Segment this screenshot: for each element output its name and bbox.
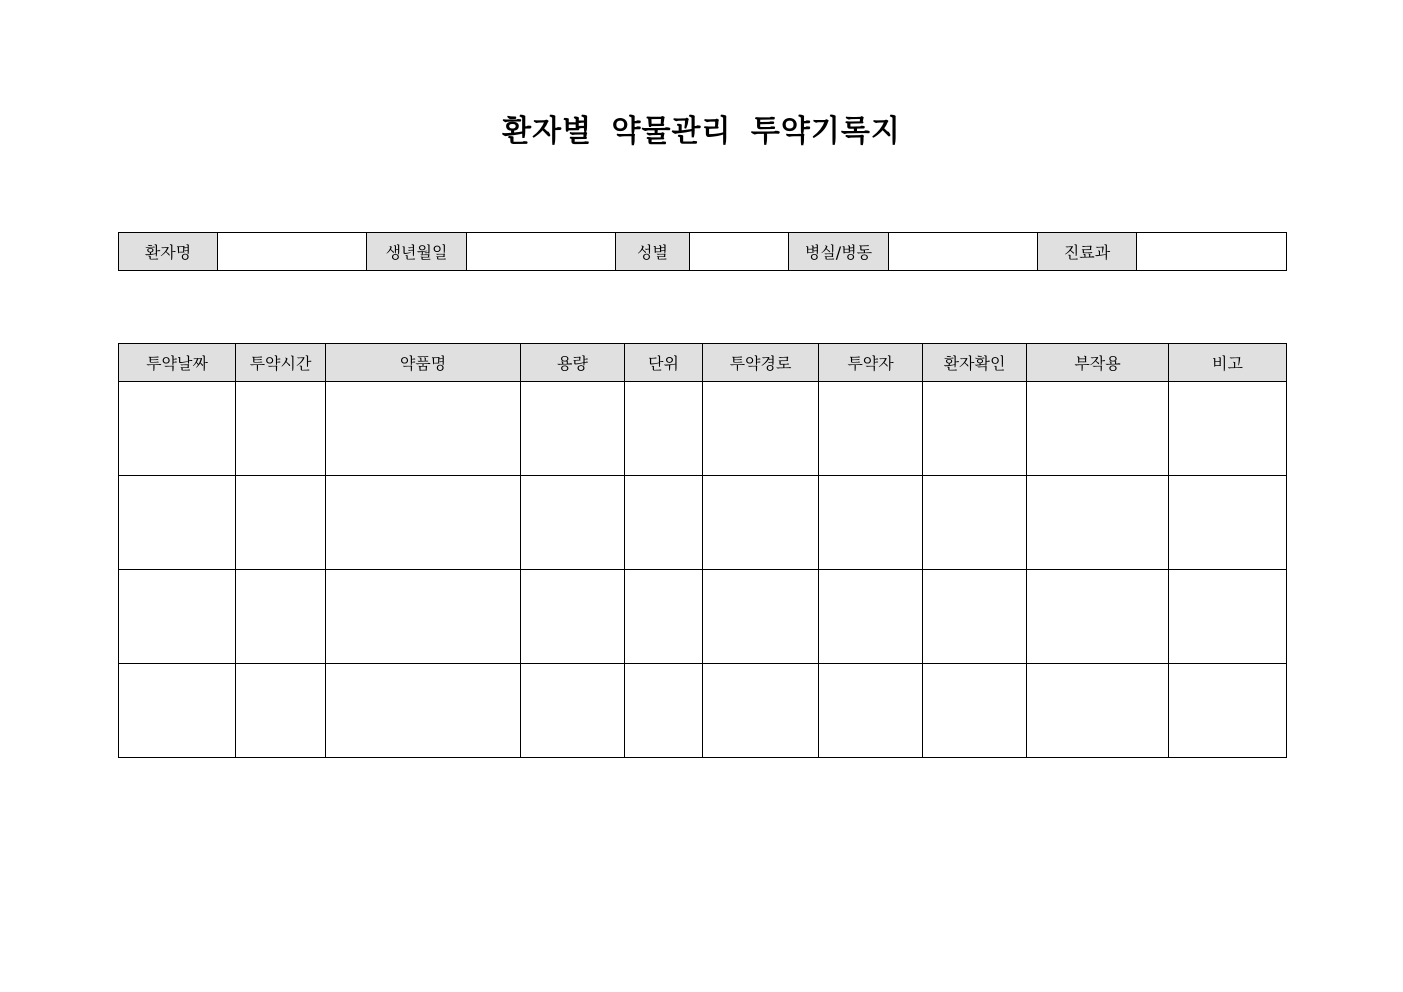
table-cell[interactable] xyxy=(326,570,521,664)
table-row xyxy=(119,382,1287,476)
gender-field[interactable] xyxy=(690,233,789,271)
table-cell[interactable] xyxy=(923,664,1027,758)
table-cell[interactable] xyxy=(703,476,819,570)
table-cell[interactable] xyxy=(236,664,326,758)
table-cell[interactable] xyxy=(625,382,703,476)
table-cell[interactable] xyxy=(1027,664,1169,758)
table-cell[interactable] xyxy=(236,476,326,570)
table-cell[interactable] xyxy=(819,570,923,664)
table-cell[interactable] xyxy=(521,570,625,664)
table-cell[interactable] xyxy=(819,382,923,476)
room-ward-field[interactable] xyxy=(889,233,1038,271)
department-field[interactable] xyxy=(1137,233,1287,271)
header-drug-name: 약품명 xyxy=(326,344,521,382)
header-patient-confirm: 환자확인 xyxy=(923,344,1027,382)
header-side-effects: 부작용 xyxy=(1027,344,1169,382)
table-row xyxy=(119,476,1287,570)
table-cell[interactable] xyxy=(923,570,1027,664)
table-cell[interactable] xyxy=(521,664,625,758)
table-cell[interactable] xyxy=(1027,476,1169,570)
table-cell[interactable] xyxy=(119,664,236,758)
header-route: 투약경로 xyxy=(703,344,819,382)
patient-info-table xyxy=(118,232,1287,271)
gender-label: 성별 xyxy=(616,233,690,271)
patient-name-label: 환자명 xyxy=(119,233,218,271)
table-cell[interactable] xyxy=(923,382,1027,476)
table-cell[interactable] xyxy=(521,382,625,476)
patient-name-field[interactable] xyxy=(218,233,367,271)
table-row xyxy=(119,664,1287,758)
header-administrator: 투약자 xyxy=(819,344,923,382)
patient-info-row xyxy=(119,233,1287,271)
room-ward-label: 병실/병동 xyxy=(789,233,889,271)
header-remarks: 비고 xyxy=(1169,344,1287,382)
page-title: 환자별 약물관리 투약기록지 xyxy=(502,114,901,149)
table-cell[interactable] xyxy=(326,476,521,570)
table-cell[interactable] xyxy=(236,570,326,664)
table-cell[interactable] xyxy=(1027,382,1169,476)
table-cell[interactable] xyxy=(326,664,521,758)
table-cell[interactable] xyxy=(1169,664,1287,758)
department-label: 진료과 xyxy=(1038,233,1137,271)
table-cell[interactable] xyxy=(625,570,703,664)
table-cell[interactable] xyxy=(119,382,236,476)
birth-date-label: 생년월일 xyxy=(367,233,467,271)
header-date: 투약날짜 xyxy=(119,344,236,382)
header-dose: 용량 xyxy=(521,344,625,382)
header-time: 투약시간 xyxy=(236,344,326,382)
table-cell[interactable] xyxy=(236,382,326,476)
table-cell[interactable] xyxy=(819,664,923,758)
table-cell[interactable] xyxy=(326,382,521,476)
table-cell[interactable] xyxy=(625,476,703,570)
table-cell[interactable] xyxy=(703,382,819,476)
table-cell[interactable] xyxy=(819,476,923,570)
table-cell[interactable] xyxy=(1169,382,1287,476)
table-cell[interactable] xyxy=(923,476,1027,570)
table-row xyxy=(119,570,1287,664)
medication-record-table xyxy=(118,343,1287,758)
table-cell[interactable] xyxy=(119,476,236,570)
table-cell[interactable] xyxy=(703,664,819,758)
table-cell[interactable] xyxy=(521,476,625,570)
header-unit: 단위 xyxy=(625,344,703,382)
table-cell[interactable] xyxy=(703,570,819,664)
table-cell[interactable] xyxy=(1169,476,1287,570)
table-cell[interactable] xyxy=(625,664,703,758)
table-cell[interactable] xyxy=(1027,570,1169,664)
birth-date-field[interactable] xyxy=(467,233,616,271)
table-cell[interactable] xyxy=(119,570,236,664)
table-cell[interactable] xyxy=(1169,570,1287,664)
table-header-row xyxy=(119,344,1287,382)
